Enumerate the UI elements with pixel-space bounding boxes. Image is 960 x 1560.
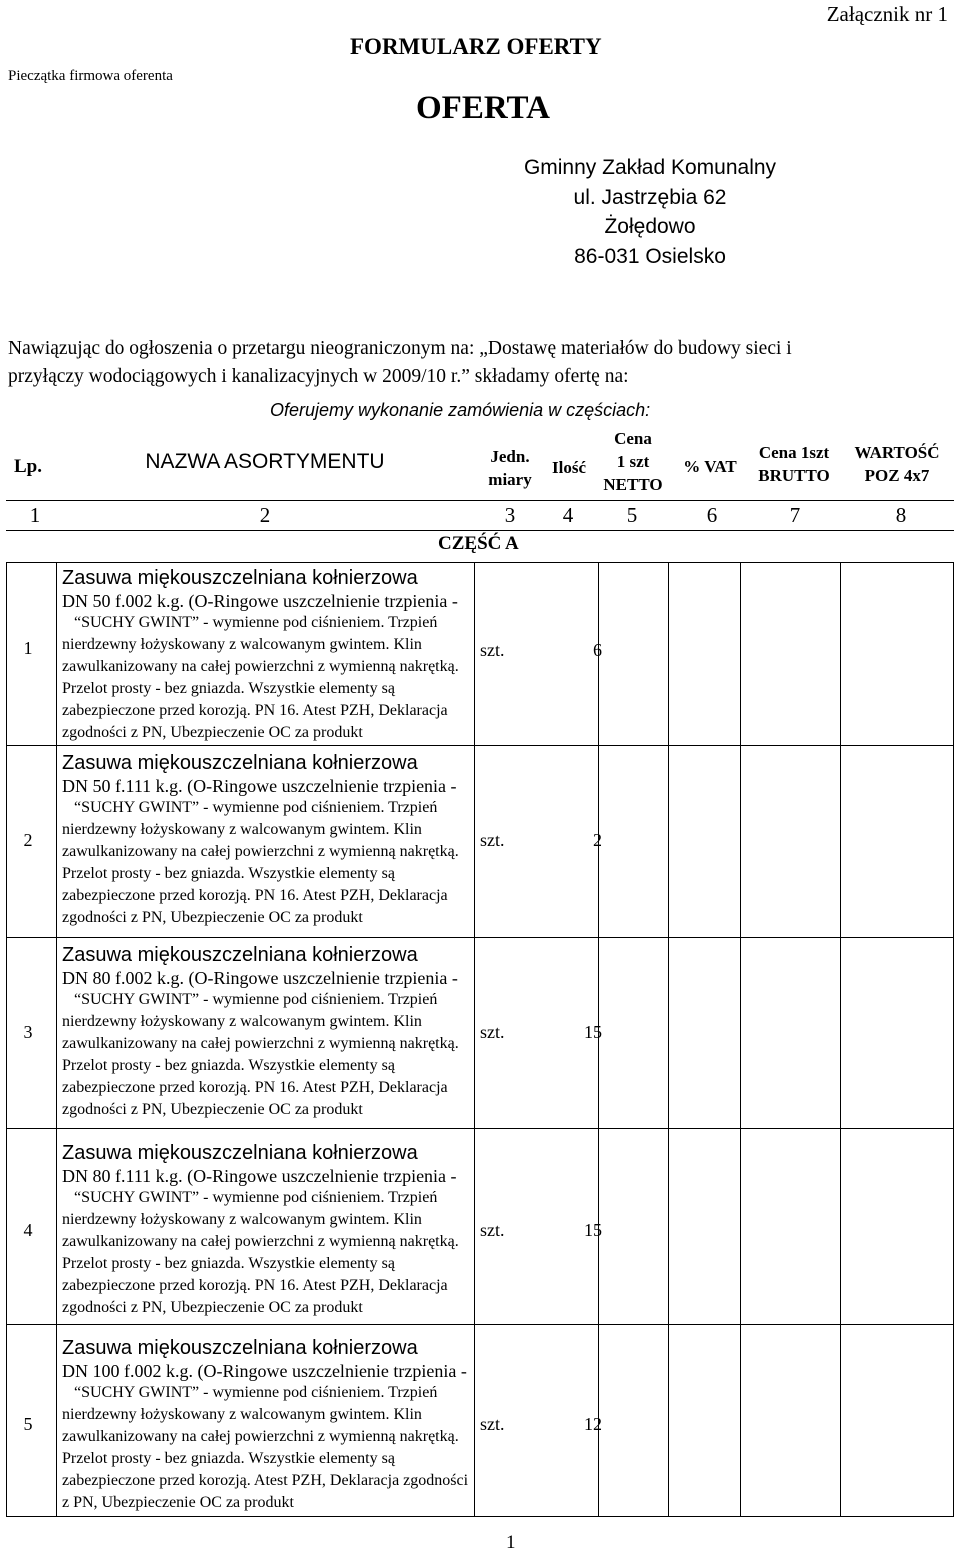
recipient-line: Gminny Zakład Komunalny <box>523 156 777 179</box>
item-line: zawulkanizowany na całej powierzchni z wymienną nakrętką. <box>62 658 459 675</box>
column-number: 7 <box>789 503 801 527</box>
row-lp: 2 <box>23 830 33 850</box>
form-title: FORMULARZ OFERTY <box>350 34 602 59</box>
item-line: Przelot prosty - bez gniazda. Wszystkie elementy są <box>62 865 395 882</box>
row-lp: 3 <box>23 1022 33 1042</box>
col-header-price-gross: Cena 1szt BRUTTO <box>758 443 830 485</box>
row-unit: szt. <box>480 1022 505 1042</box>
item-description <box>62 943 482 1121</box>
item-line: nierdzewny łożyskowany z walcowanym gwintem. Klin <box>62 1211 422 1228</box>
row-unit: szt. <box>480 1220 505 1240</box>
item-title: Zasuwa miękouszczelniana kołnierzowa <box>62 752 418 774</box>
item-line: DN 100 f.002 k.g. (O-Ringowe uszczelnienie trzpienia - <box>62 1361 467 1381</box>
col-header-value: WARTOŚĆ POZ 4x7 <box>854 443 940 485</box>
column-number: 5 <box>626 503 638 527</box>
item-line: zabezpieczone przed korozją. PN 16. Atest PZH, Deklaracja <box>62 887 448 904</box>
row-unit: szt. <box>480 830 505 850</box>
column-number: 3 <box>504 503 516 527</box>
row-unit: szt. <box>480 640 505 660</box>
item-line: zawulkanizowany na całej powierzchni z wymienną nakrętką. <box>62 1428 459 1445</box>
item-line: Przelot prosty - bez gniazda. Wszystkie elementy są <box>62 1057 395 1074</box>
col-header-unit: Jedn. miary <box>488 447 532 489</box>
column-number: 6 <box>706 503 718 527</box>
item-line: zabezpieczone przed korozją. Atest PZH, Deklaracja zgodności <box>62 1472 469 1489</box>
intro-line-2: przyłączy wodociągowych i kanalizacyjnych w 2009/10 r.” składamy ofertę na: <box>8 366 629 387</box>
item-description <box>62 566 482 744</box>
row-qty: 2 <box>593 830 602 850</box>
column-number: 8 <box>895 503 907 527</box>
item-line: nierdzewny łożyskowany z walcowanym gwintem. Klin <box>62 1406 422 1423</box>
item-line: zgodności z PN, Ubezpieczenie OC za produkt <box>62 909 363 926</box>
row-qty: 6 <box>593 640 602 660</box>
item-title: Zasuwa miękouszczelniana kołnierzowa <box>62 567 418 589</box>
item-line: zawulkanizowany na całej powierzchni z wymienną nakrętką. <box>62 1233 459 1250</box>
item-line: Przelot prosty - bez gniazda. Wszystkie elementy są <box>62 680 395 697</box>
row-lp: 4 <box>23 1220 33 1240</box>
item-line: zgodności z PN, Ubezpieczenie OC za produkt <box>62 724 363 741</box>
item-description <box>62 1336 482 1514</box>
column-number: 1 <box>29 503 41 527</box>
item-line: “SUCHY GWINT” - wymienne pod ciśnieniem. Trzpień <box>74 1384 438 1401</box>
offer-title: OFERTA <box>416 90 550 126</box>
item-description <box>62 1141 482 1319</box>
recipient-line: 86-031 Osielsko <box>574 244 726 268</box>
item-line: “SUCHY GWINT” - wymienne pod ciśnieniem. Trzpień <box>74 614 438 631</box>
column-number: 2 <box>259 503 271 527</box>
item-line: “SUCHY GWINT” - wymienne pod ciśnieniem. Trzpień <box>74 799 438 816</box>
item-line: zabezpieczone przed korozją. PN 16. Atest PZH, Deklaracja <box>62 702 448 719</box>
row-unit: szt. <box>480 1414 505 1434</box>
recipient-line: ul. Jastrzębia 62 <box>573 185 727 209</box>
item-line: DN 50 f.111 k.g. (O-Ringowe uszczelnienie trzpienia - <box>62 776 457 796</box>
item-line: nierdzewny łożyskowany z walcowanym gwintem. Klin <box>62 636 422 653</box>
item-line: zabezpieczone przed korozją. PN 16. Atest PZH, Deklaracja <box>62 1079 448 1096</box>
recipient-line: Żołędowo <box>604 215 696 238</box>
column-number: 4 <box>562 503 574 527</box>
item-line: zgodności z PN, Ubezpieczenie OC za produkt <box>62 1101 363 1118</box>
annex-label: Załącznik nr 1 <box>826 2 948 26</box>
item-line: nierdzewny łożyskowany z walcowanym gwintem. Klin <box>62 821 422 838</box>
company-stamp-label: Pieczątka firmowa oferenta <box>8 68 173 84</box>
item-line: zabezpieczone przed korozją. PN 16. Atest PZH, Deklaracja <box>62 1277 448 1294</box>
col-header-name: NAZWA ASORTYMENTU <box>145 450 385 473</box>
col-header-lp: Lp. <box>14 456 42 477</box>
item-line: zgodności z PN, Ubezpieczenie OC za produkt <box>62 1299 363 1316</box>
col-header-vat: % VAT <box>683 457 737 476</box>
item-line: Przelot prosty - bez gniazda. Wszystkie elementy są <box>62 1255 395 1272</box>
item-title: Zasuwa miękouszczelniana kołnierzowa <box>62 944 418 966</box>
row-qty: 12 <box>584 1414 602 1434</box>
item-title: Zasuwa miękouszczelniana kołnierzowa <box>62 1142 418 1164</box>
item-description <box>62 751 482 929</box>
row-lp: 1 <box>23 638 33 658</box>
recipient-address <box>500 153 800 271</box>
page-number: 1 <box>506 1532 516 1553</box>
item-line: Przelot prosty - bez gniazda. Wszystkie elementy są <box>62 1450 395 1467</box>
item-line: DN 50 f.002 k.g. (O-Ringowe uszczelnienie trzpienia - <box>62 591 458 611</box>
item-line: nierdzewny łożyskowany z walcowanym gwintem. Klin <box>62 1013 422 1030</box>
item-line: z PN, Ubezpieczenie OC za produkt <box>62 1494 294 1511</box>
section-label: CZĘŚĆ A <box>438 533 519 554</box>
parts-subtitle: Oferujemy wykonanie zamówienia w częściach: <box>270 400 651 420</box>
col-header-price-net: Cena 1 szt NETTO <box>603 429 663 494</box>
item-line: zawulkanizowany na całej powierzchni z wymienną nakrętką. <box>62 1035 459 1052</box>
intro-line-1: Nawiązując do ogłoszenia o przetargu nieograniczonym na: „Dostawę materiałów do budowy sieci i <box>8 338 792 359</box>
col-header-qty: Ilość <box>552 458 586 477</box>
item-line: DN 80 f.002 k.g. (O-Ringowe uszczelnienie trzpienia - <box>62 968 458 988</box>
row-qty: 15 <box>584 1022 602 1042</box>
item-line: “SUCHY GWINT” - wymienne pod ciśnieniem. Trzpień <box>74 991 438 1008</box>
item-title: Zasuwa miękouszczelniana kołnierzowa <box>62 1337 418 1359</box>
item-line: DN 80 f.111 k.g. (O-Ringowe uszczelnienie trzpienia - <box>62 1166 457 1186</box>
item-line: “SUCHY GWINT” - wymienne pod ciśnieniem. Trzpień <box>74 1189 438 1206</box>
item-line: zawulkanizowany na całej powierzchni z wymienną nakrętką. <box>62 843 459 860</box>
row-qty: 15 <box>584 1220 602 1240</box>
row-lp: 5 <box>23 1414 33 1434</box>
